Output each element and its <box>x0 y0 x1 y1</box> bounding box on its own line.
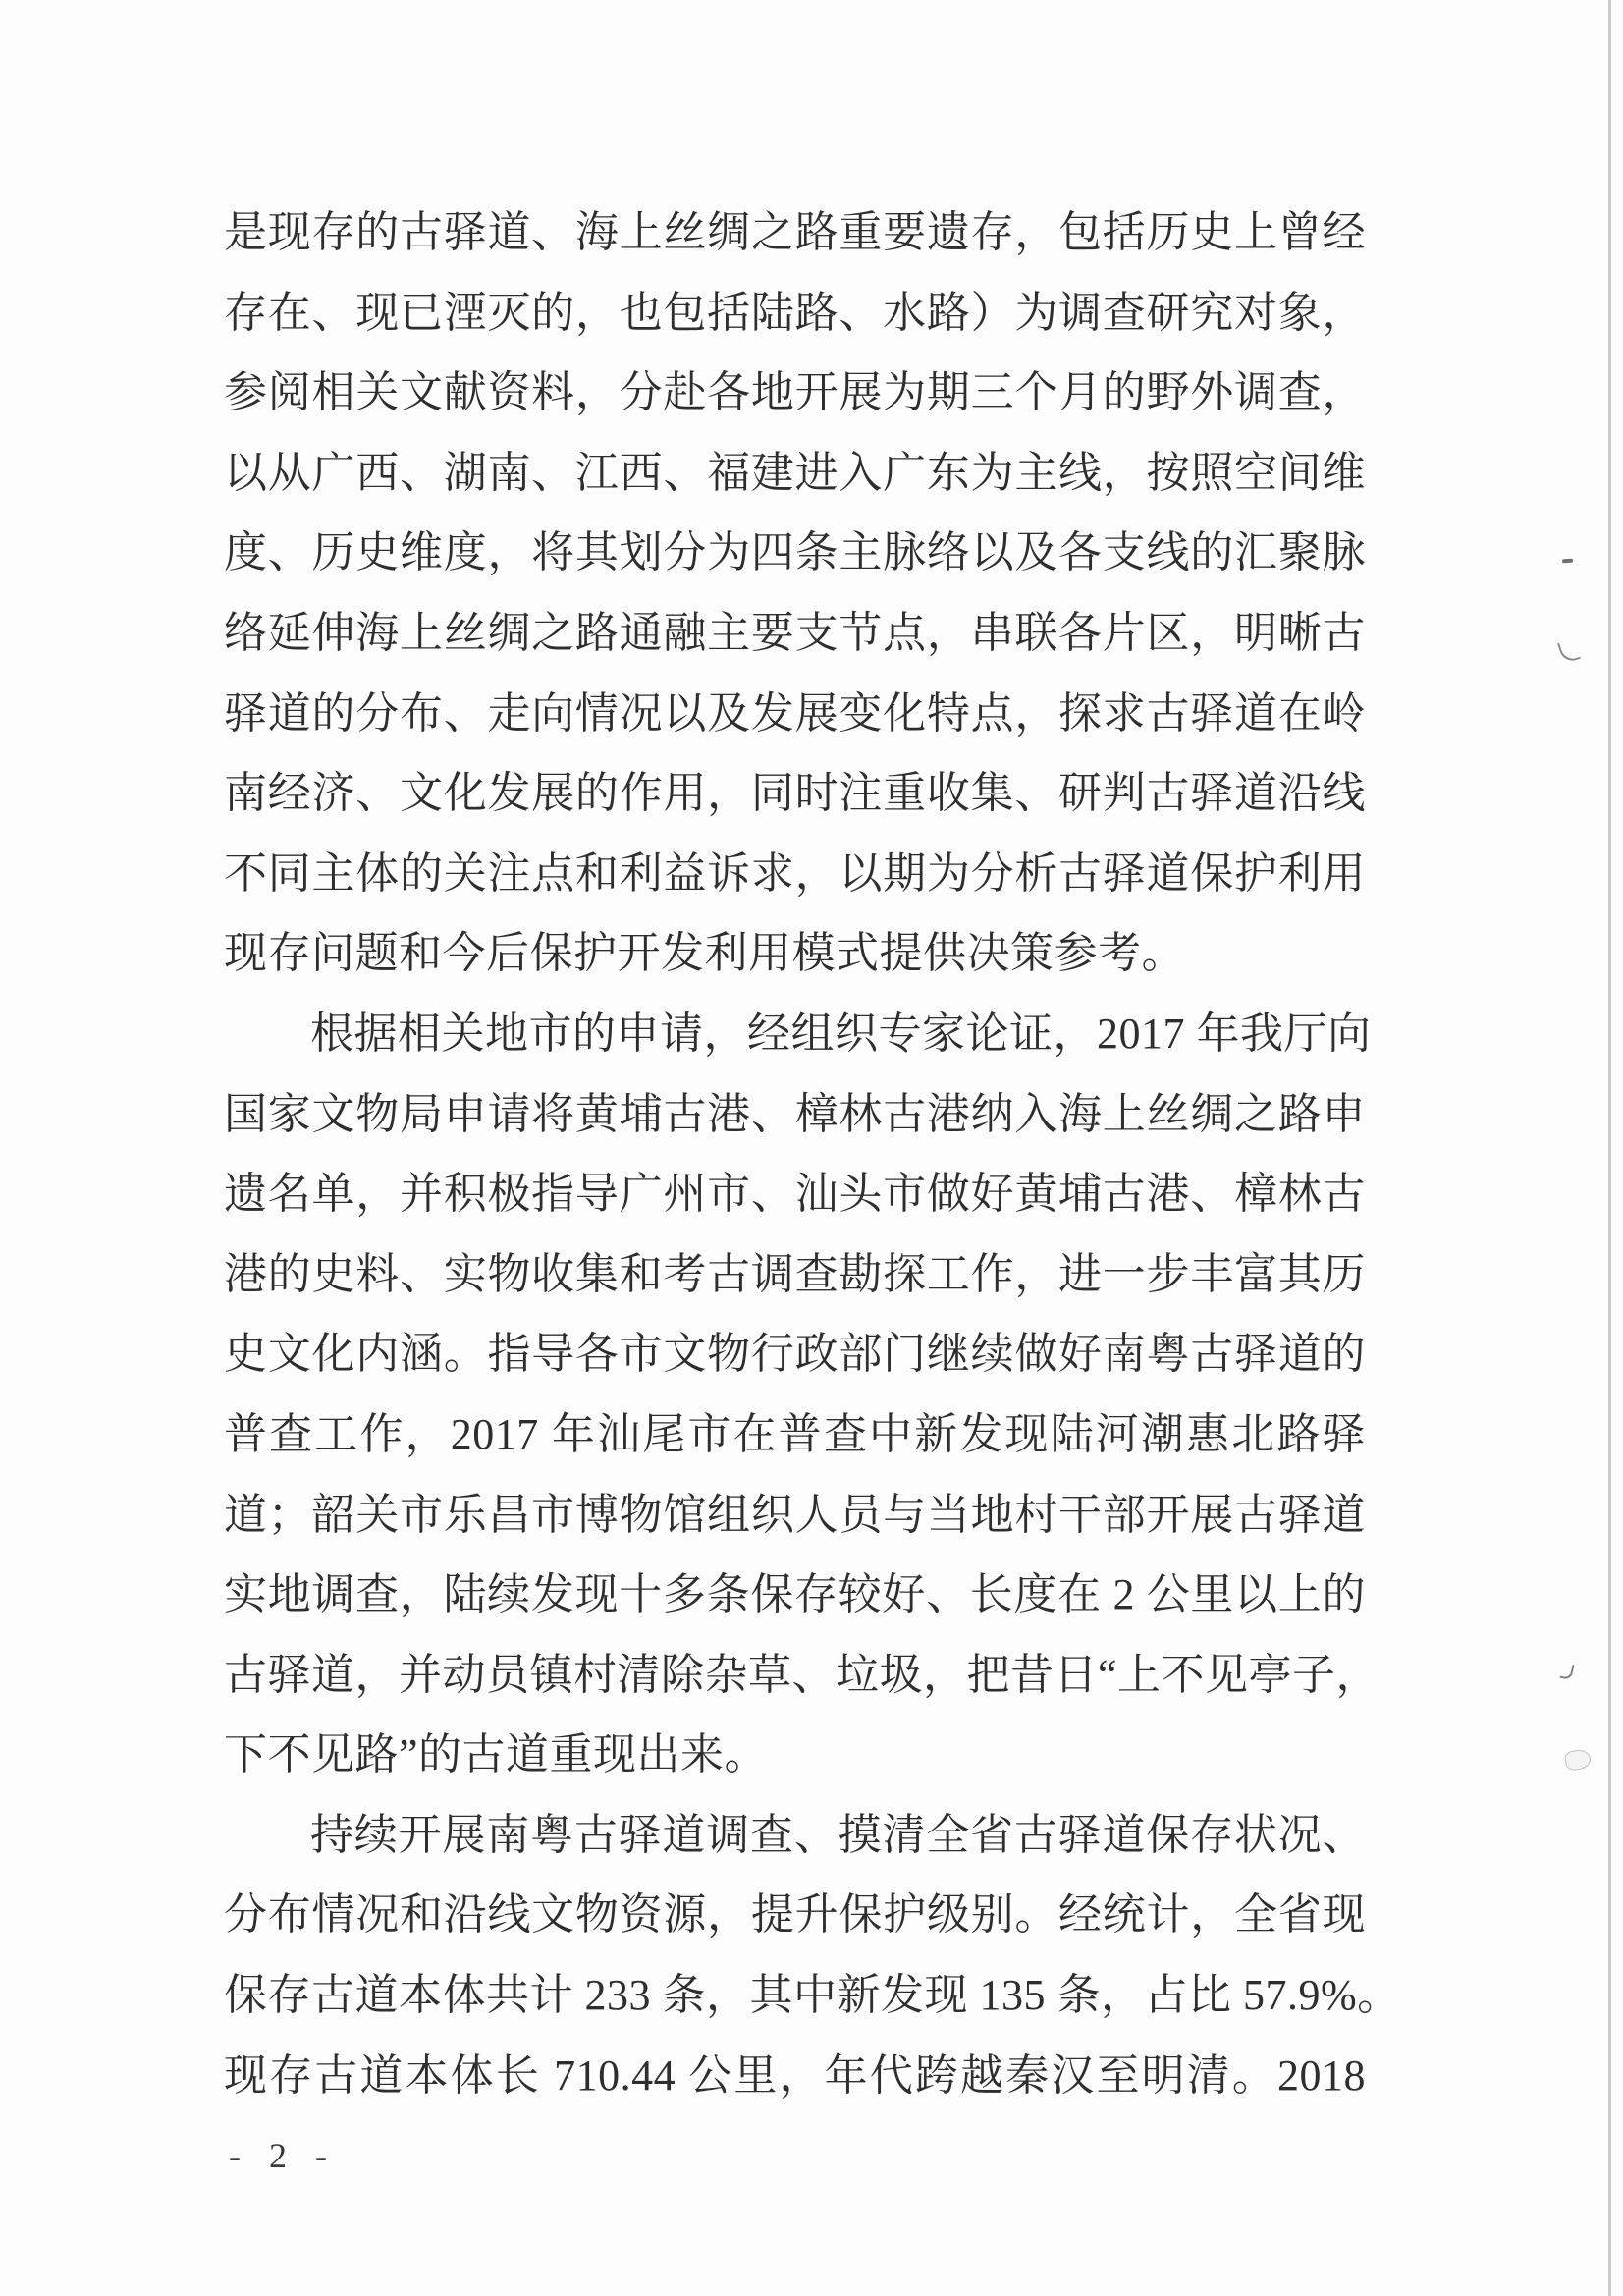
text-line: 普查工作，2017 年汕尾市在普查中新发现陆河潮惠北路驿 <box>224 1409 1366 1458</box>
text-line: 是现存的古驿道、海上丝绸之路重要遗存，包括历史上曾经 <box>224 208 1366 256</box>
text-line: 不同主体的关注点和利益诉求，以期为分析古驿道保护利用 <box>224 848 1366 898</box>
text-line: 保存古道本体共计 233 条，其中新发现 135 条，占比 57.9%。 <box>224 1971 1401 2020</box>
text-line: 遗名单，并积极指导广州市、汕头市做好黄埔古港、樟林古 <box>224 1170 1366 1219</box>
text-line: 港的史料、实物收集和考古调查勘探工作，进一步丰富其历 <box>224 1249 1366 1298</box>
text-line: 下不见路”的古道重现出来。 <box>224 1730 769 1779</box>
text-line: 以从广西、湖南、江西、福建进入广东为主线，按照空间维 <box>224 448 1366 497</box>
text-line: 驿道的分布、走向情况以及发展变化特点，探求古驿道在岭 <box>224 688 1366 738</box>
text-line: 分布情况和沿线文物资源，提升保护级别。经统计，全省现 <box>224 1890 1366 1940</box>
scan-edge-line <box>1608 0 1611 2296</box>
text-line: 络延伸海上丝绸之路通融主要支节点，串联各片区，明晰古 <box>224 608 1366 657</box>
ink-speck-tick-icon <box>1559 1663 1574 1680</box>
text-line: 现存古道本体长 710.44 公里，年代跨越秦汉至明清。2018 <box>224 2050 1366 2100</box>
text-line: 古驿道，并动员镇村清除杂草、垃圾，把昔日“上不见亭子， <box>224 1650 1380 1699</box>
text-line: 南经济、文化发展的作用，同时注重收集、研判古驿道沿线 <box>224 769 1366 818</box>
text-line: 根据相关地市的申请，经组织专家论证，2017 年我厅向 <box>310 1009 1372 1058</box>
text-line: 道；韶关市乐昌市博物馆组织人员与当地村干部开展古驿道 <box>224 1490 1366 1539</box>
text-line: 持续开展南粤古驿道调查、摸清全省古驿道保存状况、 <box>310 1810 1366 1859</box>
text-line: 存在、现已湮灭的，也包括陆路、水路）为调查研究对象， <box>224 288 1366 337</box>
text-line: 实地调查，陆续发现十多条保存较好、长度在 2 公里以上的 <box>224 1570 1366 1619</box>
text-line: 国家文物局申请将黄埔古港、樟林古港纳入海上丝绸之路申 <box>224 1089 1366 1138</box>
ink-speck-squiggle-icon <box>1557 638 1581 664</box>
text-line: 度、历史维度，将其划分为四条主脉络以及各支线的汇聚脉 <box>224 528 1366 577</box>
page-number: - 2 - <box>229 2136 337 2175</box>
text-line: 史文化内涵。指导各市文物行政部门继续做好南粤古驿道的 <box>224 1330 1366 1379</box>
ink-speck-blob-icon <box>1563 1748 1592 1772</box>
text-line: 现存问题和今后保护开发利用模式提供决策参考。 <box>224 929 1185 978</box>
text-line: 参阅相关文献资料，分赴各地开展为期三个月的野外调查， <box>224 368 1366 417</box>
ink-speck-dash-icon <box>1562 559 1573 564</box>
body-text <box>224 192 1401 2115</box>
